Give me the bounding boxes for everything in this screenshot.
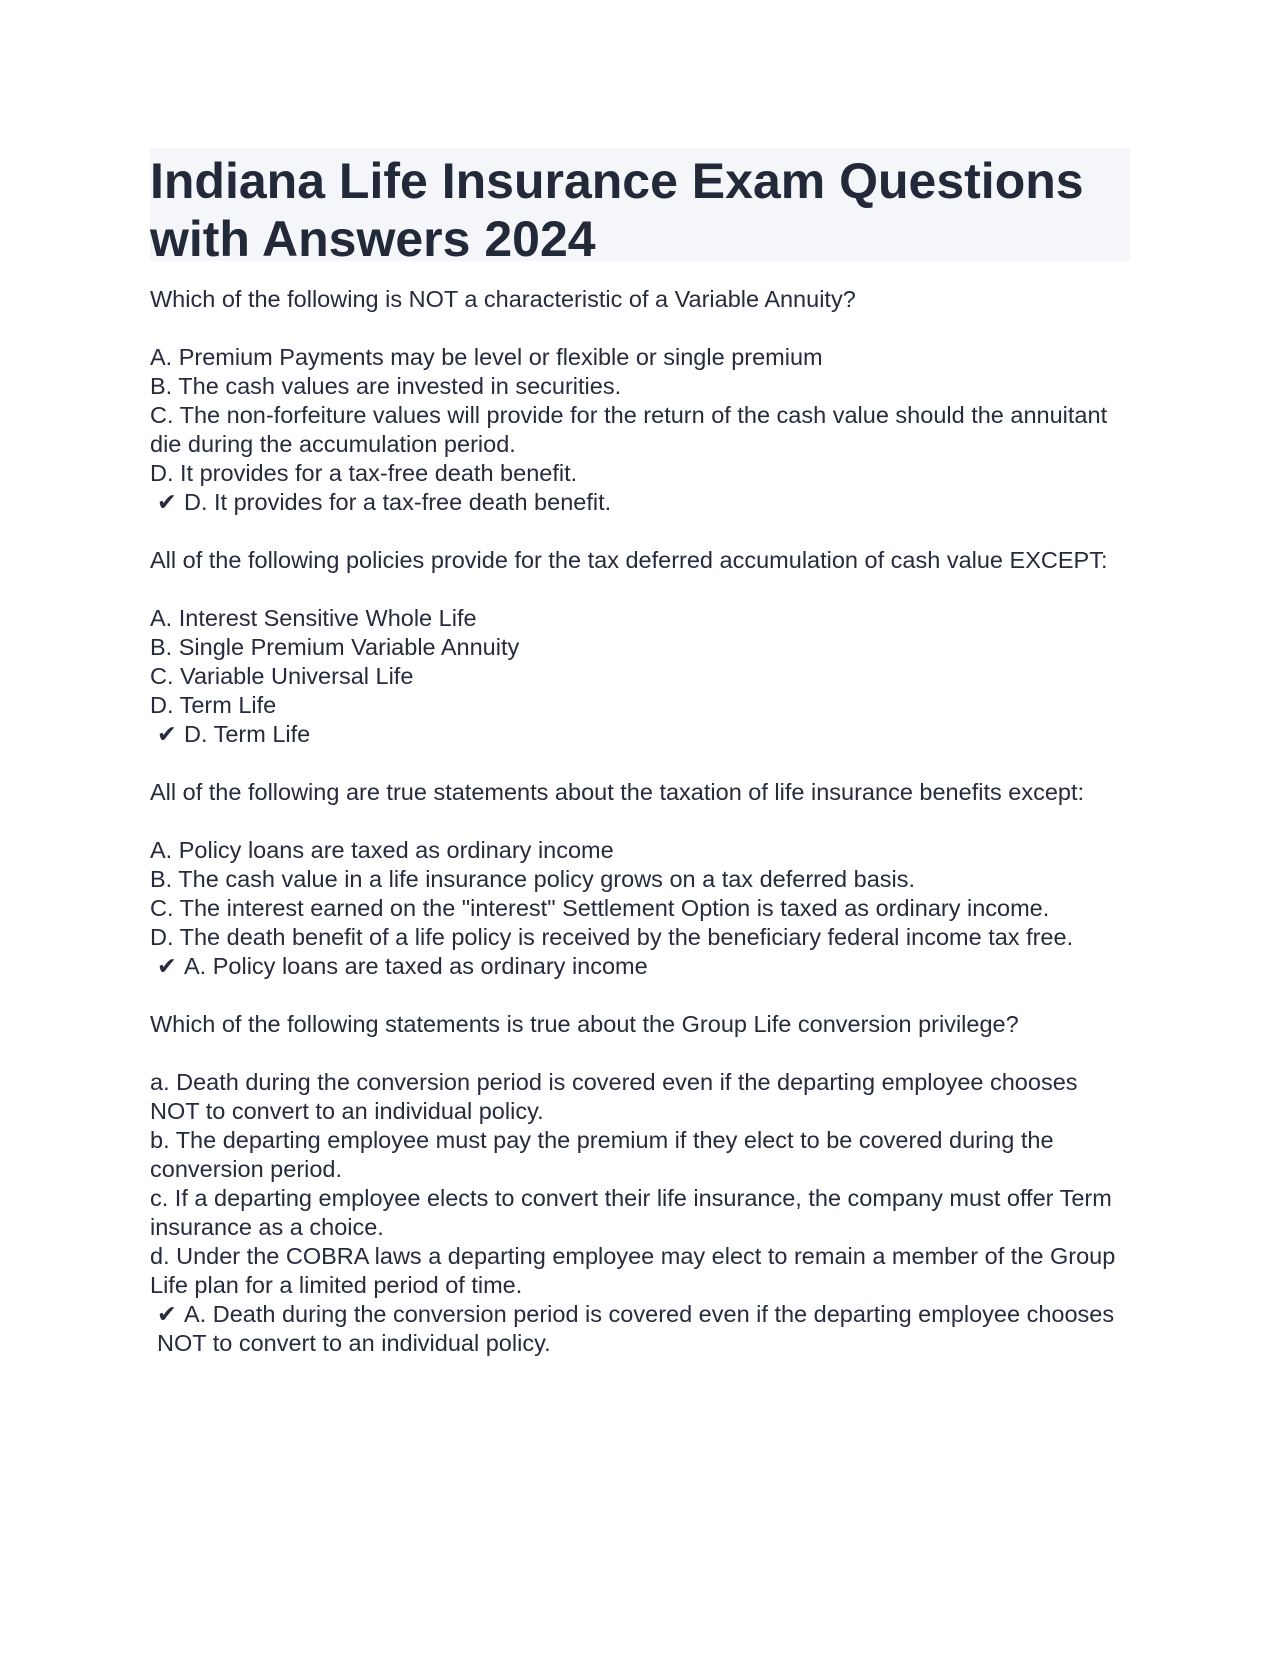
answer-text: A. Death during the conversion period is covered even if the departing employee chooses NOT to convert to an individual policy. (157, 1301, 1115, 1356)
question-list (150, 285, 1130, 1358)
question-text: All of the following are true statements about the taxation of life insurance benefits except: (150, 779, 1085, 805)
options-list (150, 604, 1130, 720)
options-list (150, 343, 1130, 488)
answer-line (150, 720, 1130, 749)
question-block (150, 285, 1130, 517)
question-text: All of the following policies provide for the tax deferred accumulation of cash value EXCEPT: (150, 547, 1108, 573)
options-list (150, 1068, 1130, 1300)
option-item: A. Policy loans are taxed as ordinary income (150, 837, 614, 863)
option-item: B. The cash values are invested in securities. (150, 373, 622, 399)
question-text: Which of the following is NOT a characteristic of a Variable Annuity? (150, 286, 856, 312)
option-item: d. Under the COBRA laws a departing employee may elect to remain a member of the Group Life plan for a limited period of time. (150, 1243, 1116, 1298)
option-item: A. Premium Payments may be level or flexible or single premium (150, 344, 823, 370)
checkmark-icon: ✔ (157, 1301, 177, 1327)
question-block (150, 1010, 1130, 1358)
option-item: C. The interest earned on the "interest" Settlement Option is taxed as ordinary income. (150, 895, 1050, 921)
option-item: B. The cash value in a life insurance policy grows on a tax deferred basis. (150, 866, 916, 892)
answer-line (150, 1300, 1130, 1358)
option-item: D. It provides for a tax-free death benefit. (150, 460, 578, 486)
options-list (150, 836, 1130, 952)
option-item: B. Single Premium Variable Annuity (150, 634, 520, 660)
question-block (150, 778, 1130, 981)
document-page (150, 148, 1130, 1387)
checkmark-icon: ✔ (157, 721, 177, 747)
checkmark-icon: ✔ (157, 953, 177, 979)
option-item: C. Variable Universal Life (150, 663, 414, 689)
option-item: C. The non-forfeiture values will provide for the return of the cash value should the annuitant die during the accumulation period. (150, 402, 1108, 457)
option-item: b. The departing employee must pay the premium if they elect to be covered during the conversion period. (150, 1127, 1054, 1182)
title-banner (150, 148, 1130, 267)
option-item: c. If a departing employee elects to convert their life insurance, the company must offer Term insurance as a choice. (150, 1185, 1112, 1240)
option-item: A. Interest Sensitive Whole Life (150, 605, 477, 631)
question-block (150, 546, 1130, 749)
answer-text: D. Term Life (184, 721, 311, 747)
page-title: Indiana Life Insurance Exam Questions with Answers 2024 (150, 153, 1084, 267)
option-item: D. Term Life (150, 692, 277, 718)
answer-text: A. Policy loans are taxed as ordinary income (184, 953, 648, 979)
answer-line (150, 488, 1130, 517)
option-item: a. Death during the conversion period is covered even if the departing employee chooses NOT to convert to an individual policy. (150, 1069, 1078, 1124)
answer-text: D. It provides for a tax-free death benefit. (184, 489, 612, 515)
option-item: D. The death benefit of a life policy is received by the beneficiary federal income tax free. (150, 924, 1074, 950)
answer-line (150, 952, 1130, 981)
question-text: Which of the following statements is true about the Group Life conversion privilege? (150, 1011, 1019, 1037)
checkmark-icon: ✔ (157, 489, 177, 515)
